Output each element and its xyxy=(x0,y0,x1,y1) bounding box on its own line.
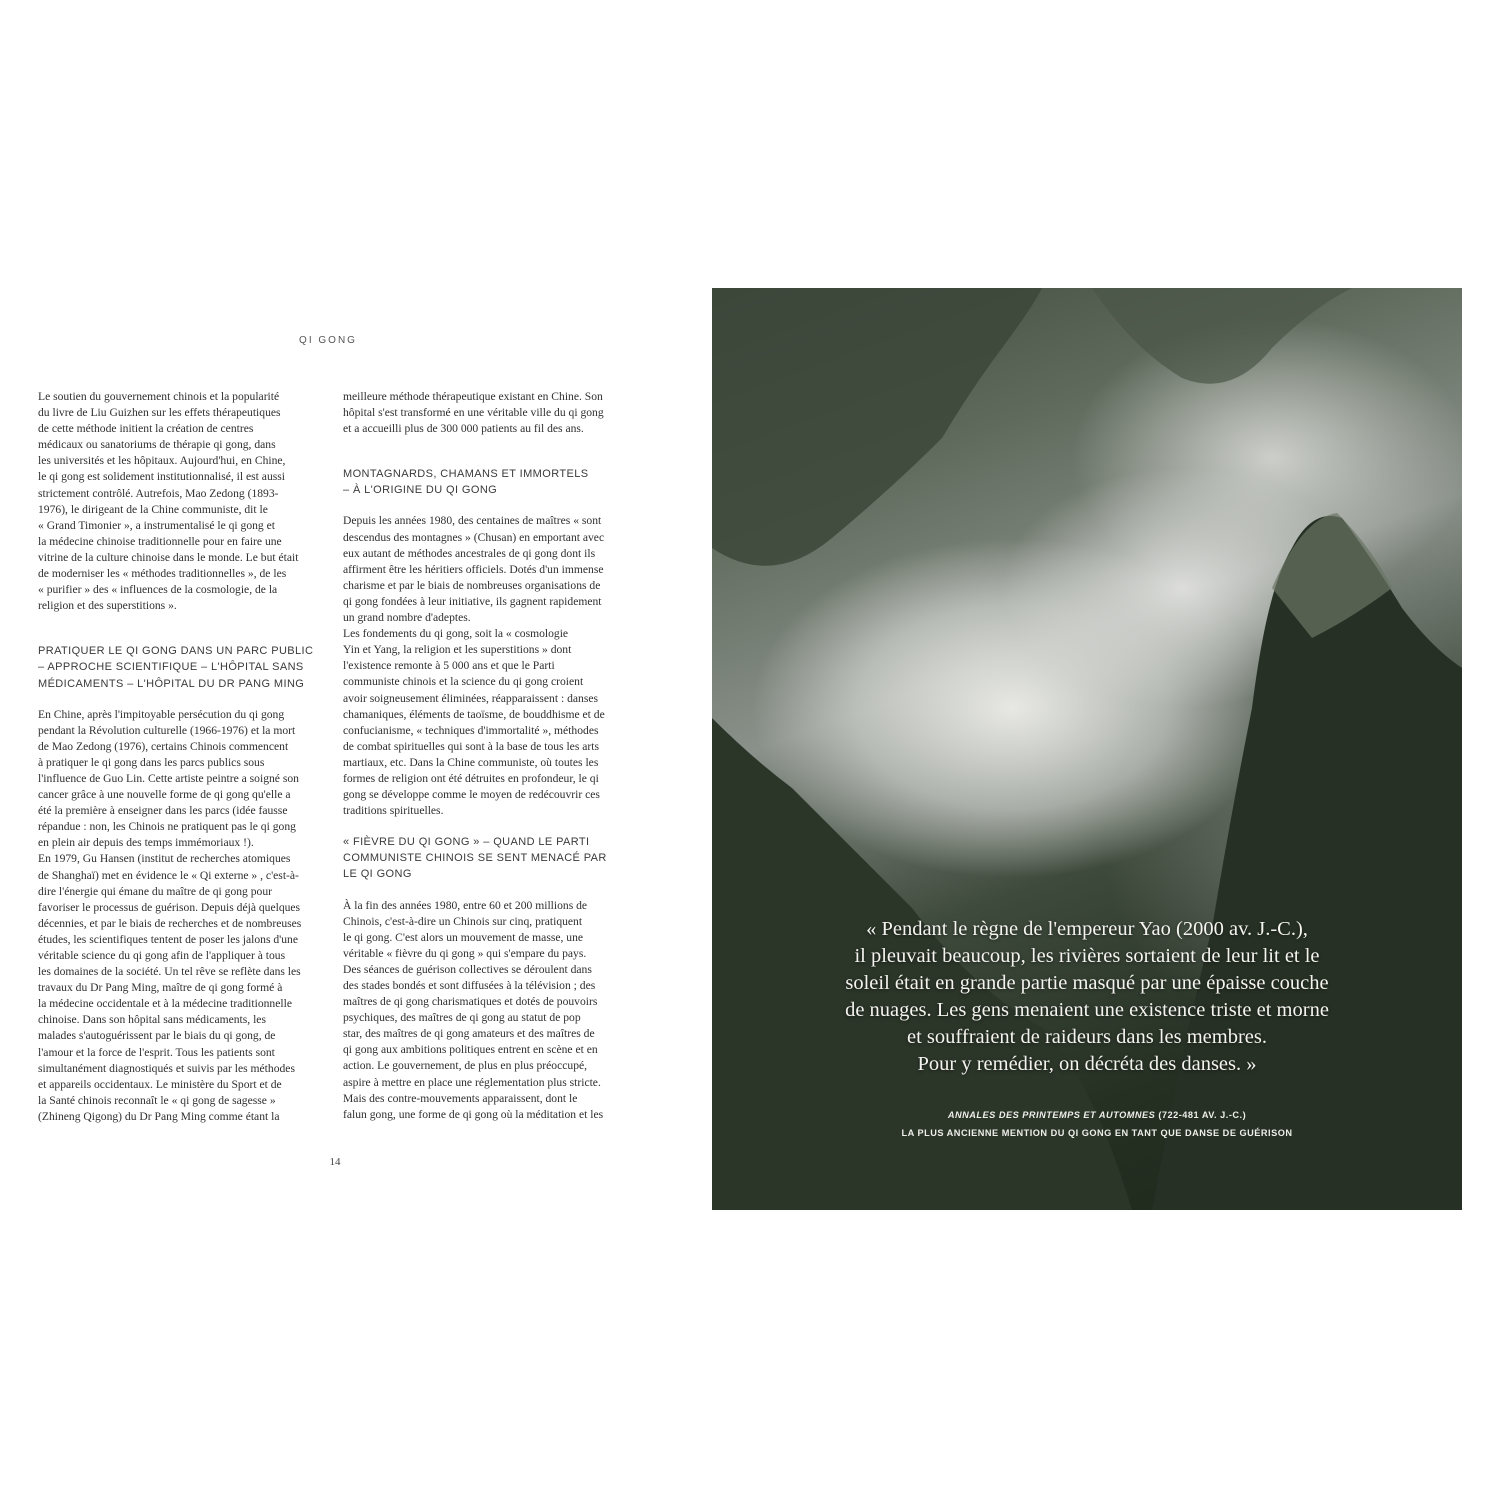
text-line: un grand nombre d'adeptes. xyxy=(343,611,471,625)
text-line: – APPROCHE SCIENTIFIQUE – L'HÔPITAL SANS xyxy=(38,661,304,674)
text-line: communiste chinois et la science du qi gong croient xyxy=(343,675,584,689)
text-line: la médecine occidentale et à la médecine traditionnelle xyxy=(38,997,292,1011)
text-line: le qi gong. C'est alors un mouvement de masse, une xyxy=(343,930,584,944)
text-column-2 xyxy=(343,389,628,1123)
text-line: répandue : non, les Chinois ne pratiquent pas le qi gong xyxy=(38,820,296,834)
text-line: de moderniser les « méthodes traditionnelles », de les xyxy=(38,567,287,581)
text-line: le qi gong est solidement institutionnalisé, il est aussi xyxy=(38,470,285,484)
text-line: la Santé chinois reconnaît le « qi gong de sagesse » xyxy=(38,1093,276,1107)
text-line: simultanément diagnostiqués et suivis par les méthodes xyxy=(38,1061,295,1075)
text-line: vitrine de la culture chinoise dans le monde. Le but était xyxy=(38,550,299,564)
text-line: À la fin des années 1980, entre 60 et 200 millions de xyxy=(343,898,588,912)
text-line: les universités et les hôpitaux. Aujourd'hui, en Chine, xyxy=(38,454,286,468)
running-head: QI GONG xyxy=(299,335,357,346)
text-line: l'amour et la force de l'esprit. Tous les patients sont xyxy=(38,1045,275,1059)
text-line: gong se développe comme le moyen de redécouvrir ces xyxy=(343,788,600,802)
text-line: En Chine, après l'impitoyable persécution du qi gong xyxy=(38,707,285,721)
text-line: Les fondements du qi gong, soit la « cosmologie xyxy=(343,627,569,641)
quote-line: « Pendant le règne de l'empereur Yao (2000 av. J.-C.), xyxy=(866,918,1308,940)
text-line: Depuis les années 1980, des centaines de maîtres « sont xyxy=(343,514,602,528)
text-line: du livre de Liu Guizhen sur les effets thérapeutiques xyxy=(38,406,281,420)
text-line: MONTAGNARDS, CHAMANS ET IMMORTELS xyxy=(343,468,589,481)
text-line: maîtres de qi gong charismatiques et dotés de pouvoirs xyxy=(343,995,598,1009)
text-line: médicaux ou sanatoriums de thérapie qi gong, dans xyxy=(38,438,276,452)
text-line: falun gong, une forme de qi gong où la méditation et les xyxy=(343,1107,604,1121)
paragraph xyxy=(343,389,628,437)
text-line: dire l'énergie qui émane du maître de qi gong pour xyxy=(38,884,272,898)
section-heading xyxy=(38,643,323,691)
section-heading xyxy=(343,466,628,498)
text-line: psychiques, des maîtres de qi gong au statut de pop xyxy=(343,1011,581,1025)
paragraph xyxy=(38,389,323,614)
text-line: traditions spirituelles. xyxy=(343,804,444,818)
text-line: En 1979, Gu Hansen (institut de recherches atomiques xyxy=(38,852,291,866)
quote-line: et souffraient de raideurs dans les membres. xyxy=(907,1026,1267,1048)
text-line: « purifier » des « influences de la cosmologie, de la xyxy=(38,583,278,597)
source-dates: (722-481 AV. J.-C.) xyxy=(1155,1110,1247,1120)
text-line: véritable science du qi gong afin de l'appliquer à tous xyxy=(38,949,286,962)
text-line: aspire à mettre en place une réglementation plus stricte. xyxy=(343,1075,601,1089)
text-line: de Mao Zedong (1976), certains Chinois commencent xyxy=(38,739,289,753)
text-line: des stades bondés et sont diffusées à la télévision ; des xyxy=(343,979,596,992)
text-line: en plein air depuis des temps immémoriaux !). xyxy=(38,836,254,850)
text-line: qi gong fondées à leur initiative, ils gagnent rapidement xyxy=(343,594,602,608)
text-line: action. Le gouvernement, de plus en plus préoccupé, xyxy=(343,1059,588,1073)
text-line: chamaniques, éléments de taoïsme, de bouddhisme et de xyxy=(343,707,605,721)
text-line: travaux du Dr Pang Ming, maître de qi gong formé à xyxy=(38,981,283,995)
quote-line: soleil était en grande partie masqué par une épaisse couche xyxy=(845,972,1329,994)
paragraph xyxy=(343,513,628,819)
text-line: véritable « fièvre du qi gong » qui s'empare du pays. xyxy=(343,946,587,960)
text-line: confucianisme, « techniques d'immortalité », méthodes xyxy=(343,723,599,737)
paragraph xyxy=(38,707,323,1125)
text-line: eux autant de méthodes ancestrales de qi gong dont ils xyxy=(343,546,596,560)
text-line: formes de religion ont été détruites en profondeur, le qi xyxy=(343,771,599,785)
text-line: de Shanghaï) met en évidence le « Qi externe » , c'est-à- xyxy=(38,868,299,882)
text-line: PRATIQUER LE QI GONG DANS UN PARC PUBLIC xyxy=(38,645,314,658)
text-line: études, les scientifiques tentent de poser les jalons d'une xyxy=(38,932,298,946)
misty-mountain-photo xyxy=(712,288,1462,1210)
text-line: « FIÈVRE DU QI GONG » – QUAND LE PARTI xyxy=(343,836,590,849)
text-line: Mais des contre-mouvements apparaissent, dont le xyxy=(343,1091,578,1105)
text-line: qi gong aux ambitions politiques entrent en scène et en xyxy=(343,1043,598,1057)
text-line: Des séances de guérison collectives se déroulent dans xyxy=(343,962,592,976)
paragraph xyxy=(343,898,628,1123)
text-line: – À L'ORIGINE DU QI GONG xyxy=(343,484,498,497)
text-line: MÉDICAMENTS – L'HÔPITAL DU DR PANG MING xyxy=(38,677,305,690)
photo-quote xyxy=(712,916,1462,1078)
text-line: à pratiquer le qi gong dans les parcs publics sous xyxy=(38,755,265,769)
text-line: malades s'autoguérissent par le biais du qi gong, de xyxy=(38,1029,276,1043)
text-line: strictement contrôlé. Autrefois, Mao Zedong (1893- xyxy=(38,486,279,500)
text-line: l'existence remonte à 5 000 ans et que le Parti xyxy=(343,659,555,673)
text-line: Le soutien du gouvernement chinois et la popularité xyxy=(38,390,280,403)
text-line: descendus des montagnes » (Chusan) en emportant avec xyxy=(343,530,605,544)
quote-line: il pleuvait beaucoup, les rivières sortaient de leur lit et le xyxy=(854,945,1320,967)
text-line: l'influence de Guo Lin. Cette artiste peintre a soigné son xyxy=(38,771,299,785)
text-line: et appareils occidentaux. Le ministère du Sport et de xyxy=(38,1077,282,1091)
text-line: COMMUNISTE CHINOIS SE SENT MENACÉ PAR xyxy=(343,852,607,865)
text-line: Chinois, c'est-à-dire un Chinois sur cinq, pratiquent xyxy=(343,914,583,928)
text-line: LE QI GONG xyxy=(343,868,412,881)
quote-line: de nuages. Les gens menaient une existence triste et morne xyxy=(845,999,1329,1021)
text-line: cancer grâce à une nouvelle forme de qi gong qu'elle a xyxy=(38,788,291,802)
quote-line: Pour y remédier, on décréta des danses. » xyxy=(917,1053,1257,1075)
text-line: 1976), le dirigeant de la Chine communiste, dit le xyxy=(38,502,268,516)
text-line: les domaines de la société. Un tel rêve se reflète dans les xyxy=(38,965,301,979)
text-line: (Zhineng Qigong) du Dr Pang Ming comme étant la xyxy=(38,1109,280,1123)
page-number: 14 xyxy=(329,1156,341,1168)
text-line: pendant la Révolution culturelle (1966-1976) et la mort xyxy=(38,723,296,737)
text-line: hôpital s'est transformé en une véritable ville du qi gong xyxy=(343,406,604,420)
text-line: religion et des superstitions ». xyxy=(38,599,177,613)
text-line: star, des maîtres de qi gong amateurs et des maîtres de xyxy=(343,1027,595,1041)
text-line: décennies, et par le biais de recherches et de nombreuses xyxy=(38,916,302,930)
source-note: LA PLUS ANCIENNE MENTION DU QI GONG EN TANT QUE DANSE DE GUÉRISON xyxy=(901,1128,1293,1138)
text-line: de cette méthode initient la création de centres xyxy=(38,422,254,436)
text-line: avoir soigneusement éliminées, réapparaissent : danses xyxy=(343,691,598,705)
text-line: et a accueilli plus de 300 000 patients au fil des ans. xyxy=(343,422,584,436)
text-line: chinoise. Dans son hôpital sans médicaments, les xyxy=(38,1013,266,1027)
section-heading xyxy=(343,834,628,882)
text-line: meilleure méthode thérapeutique existant en Chine. Son xyxy=(343,390,603,403)
text-line: été la première à enseigner dans les parcs (idée fausse xyxy=(38,804,288,818)
text-line: Yin et Yang, la religion et les superstitions » dont xyxy=(343,643,572,657)
text-line: de combat spirituelles qui sont à la base de tous les arts xyxy=(343,739,599,753)
text-line: charisme et par le biais de nombreuses organisations de xyxy=(343,578,601,592)
text-line: martiaux, etc. Dans la Chine communiste, où toutes les xyxy=(343,755,599,769)
source-title: ANNALES DES PRINTEMPS ET AUTOMNES xyxy=(947,1110,1156,1120)
text-line: favoriser le processus de guérison. Depuis déjà quelques xyxy=(38,900,301,914)
text-column-1 xyxy=(38,389,323,1125)
quote-attribution xyxy=(712,1106,1462,1142)
text-line: « Grand Timonier », a instrumentalisé le qi gong et xyxy=(38,518,275,532)
text-line: affirment être les héritiers officiels. Dotés d'un immense xyxy=(343,562,604,576)
text-line: la médecine chinoise traditionnelle pour en faire une xyxy=(38,534,282,548)
